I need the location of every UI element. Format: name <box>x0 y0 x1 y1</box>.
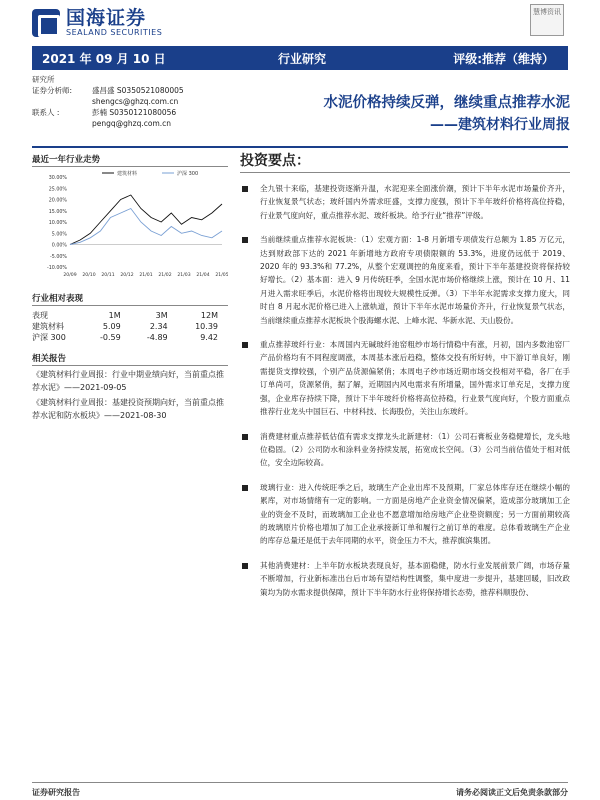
watermark-stamp: 慧博资讯 <box>530 4 564 36</box>
x-tick-label: 20/10 <box>82 273 96 278</box>
table-cell: -4.89 <box>146 333 168 342</box>
investment-highlights <box>240 150 570 599</box>
related-report-link[interactable]: 《建筑材料行业周报：基建投资预期向好，当前重点推荐水泥和防水板块》——2021-08-30 <box>32 398 224 420</box>
highlight-paragraph: 玻璃行业：进入传统旺季之后，玻璃生产企业出库不及预期，厂家总体库存还在继续小幅的累库，对市场情绪有一定的影响。一方面是房地产企业资金情况偏紧，造成部分玻璃加工企业的资金不及时，而玻璃加工企业也不愿意增加给房地产企业垫资额度；另一方面前期较高的玻璃原片价格也增加了加工企业承接新订单和履行之前订单的难度。总体看玻璃生产企业的库存总量还是低于去年同期的水平，资金压力不大，推荐旗滨集团。 <box>240 481 570 548</box>
title-divider <box>32 146 568 148</box>
report-type: 行业研究 <box>278 51 327 66</box>
x-tick-label: 21/05 <box>215 273 228 278</box>
analyst-role: 联系人 : <box>32 108 60 117</box>
trend-chart <box>32 167 228 285</box>
performance-section <box>32 292 228 343</box>
institute-label: 研究所 <box>32 75 55 84</box>
analyst-row <box>32 85 228 96</box>
report-date: 2021 年 09 月 10 日 <box>42 51 166 66</box>
report-title-main: 水泥价格持续反弹，继续重点推荐水泥 <box>323 95 570 111</box>
table-row <box>32 332 228 343</box>
related-reports-label: 相关报告 <box>32 352 228 366</box>
table-cell: -0.59 <box>99 333 121 342</box>
report-info-bar <box>32 46 568 70</box>
table-header-cell: 3M <box>155 311 168 320</box>
logo-chinese-name: 国海证券 <box>66 7 147 29</box>
y-tick-label: 10.00% <box>48 221 67 226</box>
report-title-sub: ——建筑材料行业周报 <box>430 117 570 133</box>
logo-mark-icon <box>32 9 60 37</box>
legend-label: 沪深 300 <box>177 171 199 177</box>
x-tick-label: 21/03 <box>177 273 191 278</box>
x-tick-label: 20/11 <box>101 273 115 278</box>
trend-chart-section <box>32 153 228 289</box>
table-cell: 建筑材料 <box>32 322 64 331</box>
x-tick-label: 21/04 <box>196 273 210 278</box>
related-reports-section <box>32 352 228 422</box>
series-line-0 <box>70 195 222 245</box>
analyst-name: 彭楠 S0350121080056 <box>92 108 177 117</box>
highlight-paragraph: 重点推荐玻纤行业：本周国内无碱玻纤池窑粗纱市场行情稳中有涨，月初，国内多数池窑厂产品价格均有不同程度调涨，本周基本涨后趋稳，整体交投有所好转，中下游订单良好，刚需提货支撑较强，个别产品货源偏紧俏；本周电子纱市场近期市场交投相对平稳，各厂在手订单尚可，货源紧俏，据了解，近期国内风电需求有所增量，国外需求订单充足，支撑力度强，企业库存持续下降，预计下半年玻纤价格将高位持稳，行业景气度向好，个股方面重点推荐行业龙头中国巨石、中材科技、长海股份，关注山东玻纤。 <box>240 338 570 418</box>
logo-english-name: SEALAND SECURITIES <box>66 28 163 37</box>
page-header <box>0 0 600 44</box>
x-tick-label: 20/09 <box>63 273 77 278</box>
table-header-cell: 1M <box>108 311 121 320</box>
y-tick-label: -10.00% <box>46 266 67 271</box>
table-header-cell: 12M <box>200 311 218 320</box>
analyst-email: shengcs@ghzq.com.cn <box>92 97 179 106</box>
trend-chart-label: 最近一年行业走势 <box>32 153 228 167</box>
y-tick-label: 15.00% <box>48 209 67 215</box>
analyst-email: pengq@ghzq.com.cn <box>92 119 172 128</box>
table-cell: 10.39 <box>195 322 218 331</box>
y-tick-label: -5.00% <box>50 254 67 260</box>
page-footer <box>32 782 568 797</box>
analyst-role <box>32 96 92 107</box>
table-cell: 沪深 300 <box>32 333 66 342</box>
performance-label: 行业相对表现 <box>32 292 228 306</box>
series-line-1 <box>70 209 222 245</box>
legend-label: 建筑材料 <box>117 171 138 177</box>
analyst-row <box>32 107 228 118</box>
highlight-paragraph: 其他消费建材：上半年防水板块表现良好，基本面稳健，防水行业发展前景广阔，市场存量不断增加，行业新标准出台后市场有望结构性调整，集中度进一步提升，基建回暖，旧改政策均为防水需求提供保障，预计下半年防水行业将保持增长态势，推荐科顺股份、 <box>240 559 570 599</box>
y-tick-label: 30.00% <box>48 176 67 181</box>
analyst-name: 盛昌盛 S0350521080005 <box>92 86 184 95</box>
footer-left: 证券研究报告 <box>32 788 80 797</box>
y-tick-label: 25.00% <box>48 187 67 193</box>
table-cell: 9.42 <box>200 333 218 342</box>
y-tick-label: 20.00% <box>48 198 67 204</box>
highlight-paragraph: 全九银十来临，基建投资逐渐升温，水泥迎来全面涨价潮，预计下半年水泥市场量价齐升，行业恢复景气状态；玻纤国内外需求旺盛，支撑力度强，预计下半年玻纤价格将高位持稳，行业景气度向好，重点推荐水泥、玻纤板块。给予行业“推荐”评级。 <box>240 182 570 222</box>
y-tick-label: 0.00% <box>51 243 67 249</box>
footer-disclaimer: 请务必阅读正文后免责条款部分 <box>456 788 568 797</box>
report-rating: 评级:推荐（维持） <box>453 51 554 66</box>
analyst-role: 证券分析师: <box>32 86 73 95</box>
table-header-row <box>32 310 228 321</box>
investment-title: 投资要点： <box>240 150 570 173</box>
performance-table <box>32 310 228 343</box>
x-tick-label: 20/12 <box>120 273 134 278</box>
x-tick-label: 21/02 <box>158 273 172 278</box>
y-tick-label: 5.00% <box>51 232 67 238</box>
table-cell: 2.34 <box>149 322 168 331</box>
table-row <box>32 321 228 332</box>
company-logo <box>32 8 162 37</box>
analyst-role <box>32 118 92 129</box>
report-title <box>240 92 570 136</box>
related-report-link[interactable]: 《建筑材料行业周报：行业中期业绩向好，当前重点推荐水泥》——2021-09-05 <box>32 370 224 392</box>
table-cell: 5.09 <box>102 322 121 331</box>
table-header-cell: 表现 <box>32 311 48 320</box>
analyst-info <box>32 74 228 129</box>
analyst-row <box>32 96 228 107</box>
highlight-paragraph: 消费建材重点推荐低估值有需求支撑龙头北新建材：（1）公司石膏板业务稳健增长，龙头地位稳固。（2）公司防水和涂料业务持续发展，拓宽成长空间。（3）公司当前估值处于相对低位，安全边际较高。 <box>240 430 570 470</box>
x-tick-label: 21/01 <box>139 273 153 278</box>
highlight-paragraph: 当前继续重点推荐水泥板块：（1）宏观方面：1-8 月新增专项债发行总额为 1.85 万亿元，达到财政部下达的 2021 年新增地方政府专项债限额的 53.3%，进度仍远低于 2019、2020 年的 93.3%和 77.2%，从整个宏观调控的角度来看，预计下半年基建投资将保持较好增长。（2）基本面：进入 9 月传统旺季，全国水泥市场价格继续上涨，预计在 10 月、11 月进入需求旺季后，水泥价格将出现较大规模性反弹。（3）下半年水泥需求支撑力度大，同时自 8 月起水泥价格已进入上涨轨道，预计下半年水泥市场量价齐升，行业恢复景气状态，当前继续重点推荐水泥板块个股海螺水泥、上峰水泥、华新水泥、天山股份。 <box>240 233 570 327</box>
analyst-row <box>32 118 228 129</box>
